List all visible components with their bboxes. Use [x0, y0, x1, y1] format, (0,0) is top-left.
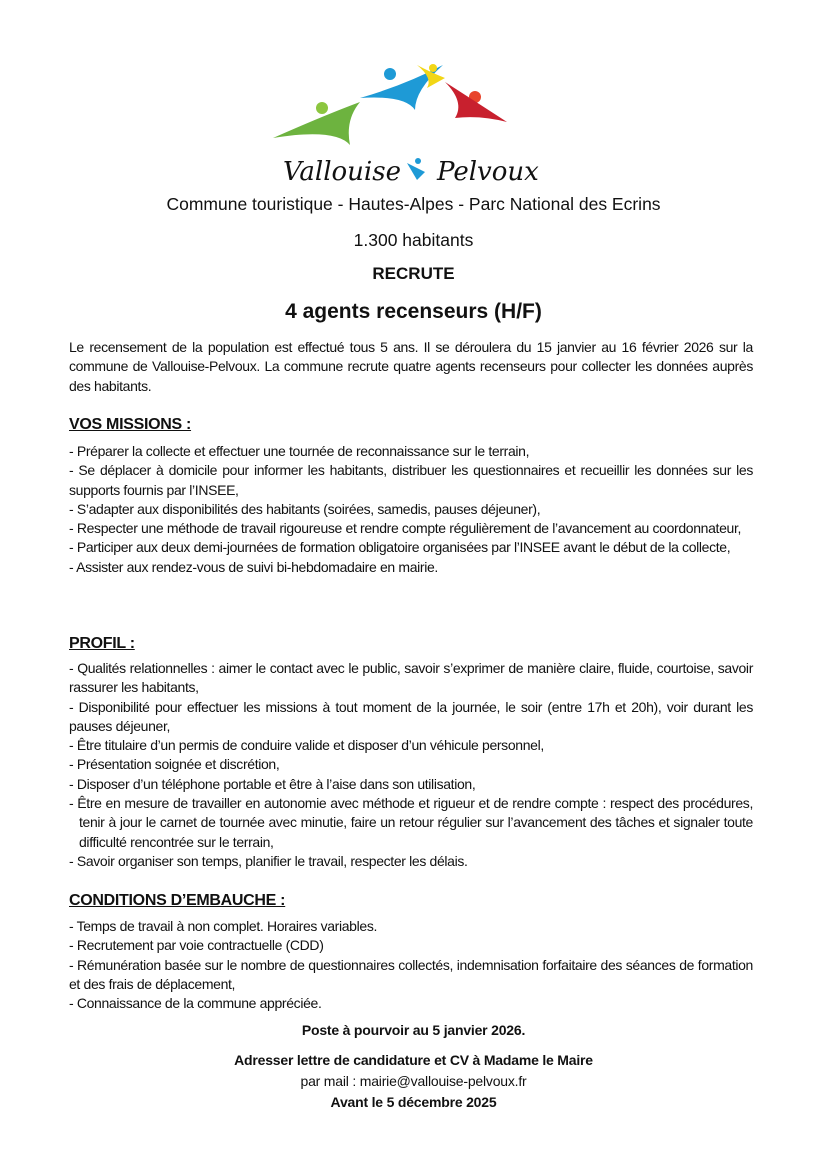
list-item: - Préparer la collecte et effectuer une tournée de reconnaissance sur le terrain,: [69, 443, 530, 459]
list-item: - Temps de travail à non complet. Horaires variables.: [69, 918, 378, 934]
profil-heading: PROFIL :: [69, 635, 135, 652]
list-item: - Assister aux rendez-vous de suivi bi-hebdomadaire en mairie.: [69, 558, 438, 575]
missions-list: [69, 442, 753, 577]
list-item: - Savoir organiser son temps, planifier le travail, respecter les délais.: [69, 852, 468, 869]
list-item: - Connaissance de la commune appréciée.: [69, 995, 322, 1012]
list-item: - Être en mesure de travailler en autonomie avec méthode et rigueur et de rendre compte : respect des procédures, tenir à jour le carnet de tournée avec minutie, faire un retour régulier sur l’avancement des tâches et signaler toute difficulté rencontrée sur le terrain,: [69, 795, 753, 850]
conditions-list: [69, 917, 753, 1013]
missions-heading: VOS MISSIONS :: [69, 416, 192, 433]
page-title: 4 agents recenseurs (H/F): [285, 300, 542, 323]
logo-text-vallouise: Vallouise: [283, 157, 401, 187]
list-item: - Disponibilité pour effectuer les missions à tout moment de la journée, le soir (entre 17h et 20h), voir durant les pauses déjeuner,: [69, 698, 753, 734]
list-item: - Se déplacer à domicile pour informer les habitants, distribuer les questionnaires et recueillir les données sur les supports fournis par l’INSEE,: [69, 462, 753, 498]
intro-paragraph: Le recensement de la population est effectué tous 5 ans. Il se déroulera du 15 janvier au 16 février 2026 sur la commune de Vallouise-Pelvoux. La commune recrute quatre agents recenseurs pour collecter les données auprès des habitants.: [69, 339, 753, 394]
conditions-heading: CONDITIONS D’EMBAUCHE :: [69, 892, 286, 909]
list-item: - S’adapter aux disponibilités des habitants (soirées, samedis, pauses déjeuner),: [69, 500, 541, 517]
logo-text-pelvoux: Pelvoux: [437, 157, 539, 187]
list-item: - Participer aux deux demi-journées de formation obligatoire organisées par l’INSEE avant le début de la collecte,: [69, 539, 731, 556]
deadline: Avant le 5 décembre 2025: [330, 1094, 497, 1110]
list-item: - Qualités relationnelles : aimer le contact avec le public, savoir s’exprimer de manière claire, fluide, courtoise, savoir rassurer les habitants,: [69, 660, 753, 696]
subtitle: Commune touristique - Hautes-Alpes - Parc National des Ecrins: [166, 194, 661, 214]
vallouise-pelvoux-logo: [265, 60, 555, 190]
poste-date: Poste à pourvoir au 5 janvier 2026.: [301, 1022, 526, 1038]
population: 1.300 habitants: [353, 230, 474, 250]
list-item: - Présentation soignée et discrétion,: [69, 756, 280, 773]
contact-email: par mail : mairie@vallouise-pelvoux.fr: [300, 1073, 527, 1089]
application-instructions: Adresser lettre de candidature et CV à Madame le Maire: [234, 1052, 593, 1068]
recrute: RECRUTE: [372, 264, 455, 283]
profil-list: [69, 659, 753, 871]
list-item: - Respecter une méthode de travail rigoureuse et rendre compte régulièrement de l’avancement au coordonnateur,: [69, 520, 742, 537]
list-item: - Être titulaire d’un permis de conduire valide et disposer d’un véhicule personnel,: [69, 737, 544, 754]
list-item: - Rémunération basée sur le nombre de questionnaires collectés, indemnisation forfaitaire des séances de formation et des frais de déplacement,: [69, 956, 753, 992]
list-item: - Disposer d’un téléphone portable et être à l’aise dans son utilisation,: [69, 775, 476, 792]
list-item: - Recrutement par voie contractuelle (CDD): [69, 937, 324, 954]
figure-icon: [407, 158, 425, 180]
